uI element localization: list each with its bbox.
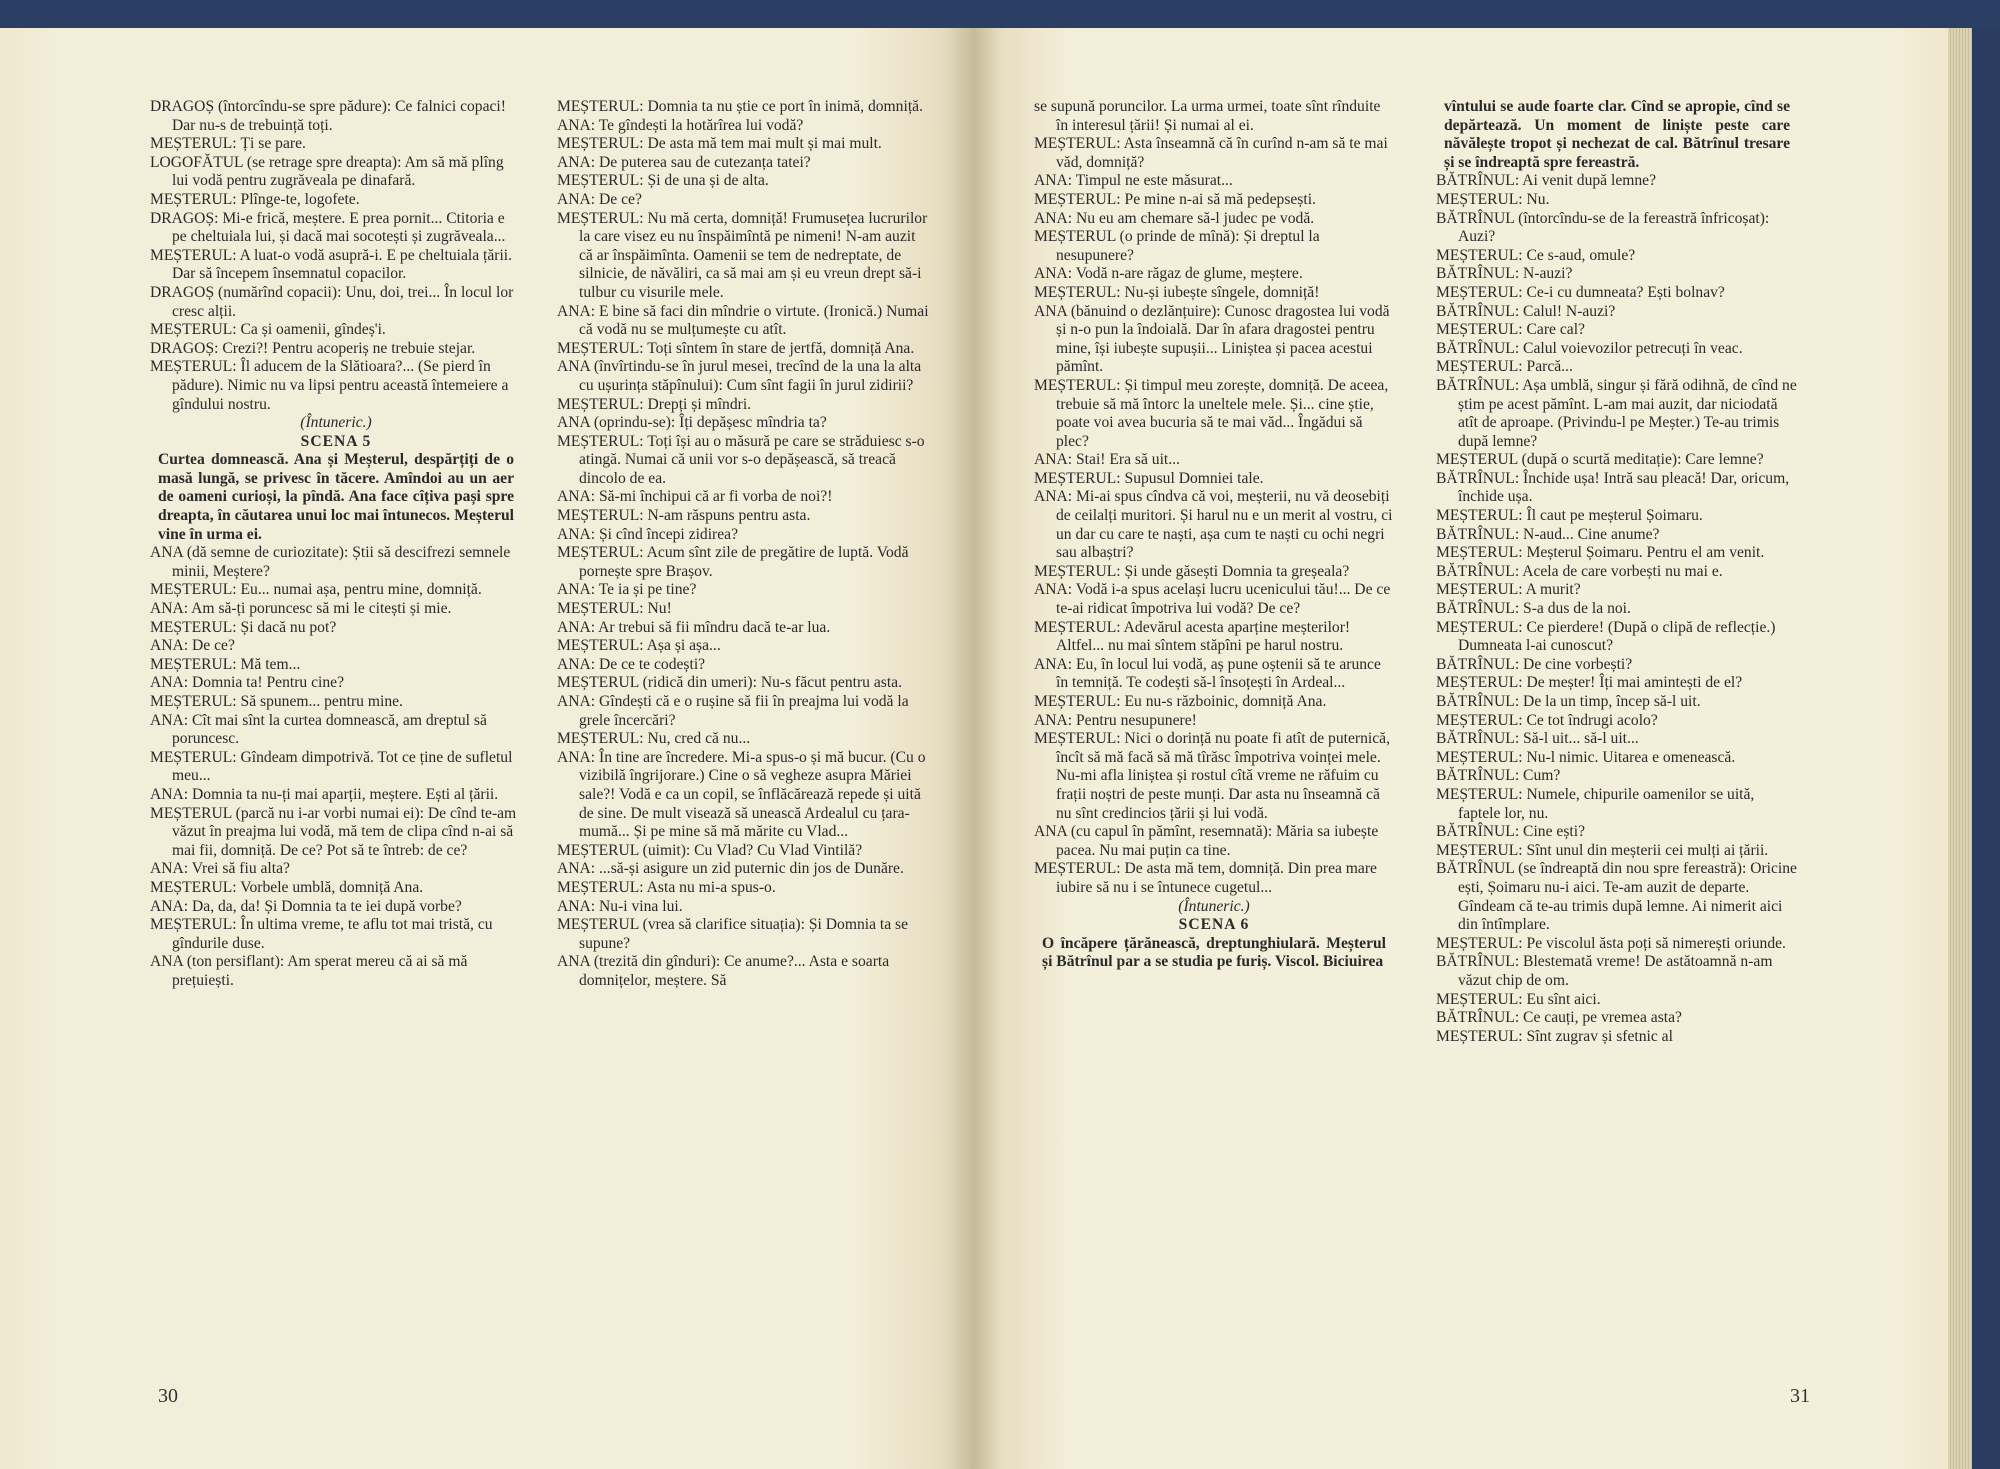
dialogue-line: MEȘTERUL: Pe mine n-ai să mă pedepsești. bbox=[1034, 190, 1316, 208]
dialogue-line: ANA: E bine să faci din mîndrie o virtute. (Ironică.) Numai că vodă nu se mulțumește cu atît. bbox=[557, 302, 929, 339]
left-column-1 bbox=[150, 98, 522, 991]
dialogue-line: MEȘTERUL: Nu-și iubește sîngele, domniță! bbox=[1034, 283, 1320, 301]
dialogue-line: MEȘTERUL: Toți își au o măsură pe care se străduiesc s-o atingă. Numai că unii vor s-o depășească, să treacă dincolo de ea. bbox=[557, 432, 925, 487]
scene-heading: SCENA 6 bbox=[1178, 916, 1250, 934]
dialogue-line: ANA: De ce? bbox=[557, 190, 642, 208]
dialogue-line: MEȘTERUL: Pe viscolul ăsta poți să nimerești oriunde. bbox=[1436, 934, 1786, 952]
dialogue-line: MEȘTERUL: De meșter! Îți mai amintești de el? bbox=[1436, 674, 1743, 692]
dialogue-line: MEȘTERUL (o prinde de mînă): Și dreptul la nesupunere? bbox=[1034, 228, 1320, 264]
dialogue-line: MEȘTERUL: Îl caut pe meșterul Șoimaru. bbox=[1436, 507, 1703, 525]
dialogue-line: BĂTRÎNUL: Cum? bbox=[1436, 767, 1561, 785]
dialogue-line: MEȘTERUL: Sînt zugrav și sfetnic al bbox=[1436, 1027, 1673, 1045]
dialogue-line: MEȘTERUL: În ultima vreme, te aflu tot mai tristă, cu gîndurile duse. bbox=[150, 916, 493, 952]
dialogue-line: MEȘTERUL: Gîndeam dimpotrivă. Tot ce ține de sufletul meu... bbox=[150, 748, 513, 785]
dialogue-line: MEȘTERUL: Eu nu-s războinic, domniță Ana. bbox=[1034, 693, 1327, 710]
dialogue-line: MEȘTERUL: Domnia ta nu știe ce port în inimă, domniță. bbox=[557, 98, 923, 115]
dialogue-line: MEȘTERUL: Îl aducem de la Slătioara?... (Se pierd în pădure). Nimic nu va lipsi pentru această întemeiere a gîndului nostru. bbox=[150, 358, 509, 413]
dialogue-line: BĂTRÎNUL: De la un timp, încep să-l uit. bbox=[1436, 693, 1701, 710]
dialogue-line: ANA: Eu, în locul lui vodă, aș pune oștenii să te arunce în temniță. Te codești să-l însoțești în Ardeal... bbox=[1034, 655, 1381, 692]
dialogue-line: ANA (ton persiflant): Am sperat mereu că ai să mă prețuiești. bbox=[150, 953, 468, 989]
dialogue-line: BĂTRÎNUL: Ce cauți, pe vremea asta? bbox=[1436, 1009, 1682, 1027]
dialogue-line: ANA: Ar trebui să fii mîndru dacă te-ar lua. bbox=[557, 618, 831, 636]
dialogue-line: MEȘTERUL (după o scurtă meditație): Care lemne? bbox=[1436, 451, 1764, 469]
dialogue-line: ANA (învîrtindu-se în jurul mesei, trecînd de la una la alta cu ușurința stăpînului): Cum sînt fagii în jurul zidirii? bbox=[557, 358, 922, 394]
dialogue-line: MEȘTERUL: Meșterul Șoimaru. Pentru el am venit. bbox=[1436, 544, 1765, 562]
dialogue-line: ANA: Stai! Era să uit... bbox=[1034, 451, 1180, 469]
dialogue-line: MEȘTERUL: Ce tot îndrugi acolo? bbox=[1436, 711, 1658, 729]
dialogue-line: MEȘTERUL: Nu. bbox=[1436, 190, 1550, 208]
right-column-2 bbox=[1436, 98, 1798, 1046]
left-column-2 bbox=[557, 98, 929, 991]
right-column-1 bbox=[1034, 98, 1394, 972]
dialogue-line: ANA (cu capul în pămînt, resemnată): Măria sa iubește pacea. Nu mai puțin ca tine. bbox=[1034, 823, 1379, 859]
dialogue-line: MEȘTERUL: Ce pierdere! (După o clipă de reflecție.) Dumneata l-ai cunoscut? bbox=[1436, 618, 1776, 655]
dialogue-line: BĂTRÎNUL: N-aud... Cine anume? bbox=[1436, 525, 1660, 543]
dialogue-line: ANA: Și cînd începi zidirea? bbox=[557, 525, 739, 543]
dialogue-line: BĂTRÎNUL: Blestemată vreme! De astătoamnă n-am văzut chip de om. bbox=[1436, 953, 1773, 989]
dialogue-line: ANA (dă semne de curiozitate): Știi să descifrezi semnele minii, Meștere? bbox=[150, 544, 511, 580]
stage-cue: (Întuneric.) bbox=[300, 414, 372, 432]
dialogue-line: ANA: Pentru nesupunere! bbox=[1034, 711, 1197, 729]
dialogue-line: MEȘTERUL: Plînge-te, logofete. bbox=[150, 190, 360, 208]
dialogue-line: DRAGOȘ (numărînd copacii): Unu, doi, trei... În locul lor cresc alții. bbox=[150, 283, 514, 320]
dialogue-line: BĂTRÎNUL: Ai venit după lemne? bbox=[1436, 172, 1657, 190]
dialogue-line: MEȘTERUL: Eu... numai așa, pentru mine, domniță. bbox=[150, 581, 482, 599]
stage-direction: Curtea domnească. Ana și Meșterul, despărțiți de o masă lungă, se privesc în tăcere. Amîndoi au un aer de oameni curioși, la pîndă. Ana face cîțiva pași spre dreapta, în căutarea unui loc mai întunecos. Meșterul vine în urma ei. bbox=[158, 451, 514, 543]
dialogue-line: MEȘTERUL (ridică din umeri): Nu-s făcut pentru asta. bbox=[557, 674, 902, 692]
dialogue-line: ANA: Da, da, da! Și Domnia ta te iei după vorbe? bbox=[150, 897, 462, 915]
dialogue-line: BĂTRÎNUL: Să-l uit... să-l uit... bbox=[1436, 730, 1639, 748]
dialogue-line: ANA: Timpul ne este măsurat... bbox=[1034, 172, 1233, 190]
dialogue-line: MEȘTERUL: Ce s-aud, omule? bbox=[1436, 246, 1636, 264]
dialogue-line: MEȘTERUL: Să spunem... pentru mine. bbox=[150, 693, 403, 710]
dialogue-line: ANA: Nu eu am chemare să-l judec pe vodă. bbox=[1034, 209, 1315, 227]
dialogue-line: MEȘTERUL: Drepți și mîndri. bbox=[557, 395, 752, 413]
dialogue-line: ANA: Vodă n-are răgaz de glume, meștere. bbox=[1034, 265, 1303, 283]
dialogue-line: MEȘTERUL: Nu! bbox=[557, 600, 672, 618]
dialogue-line: ANA (oprindu-se): Îți depășesc mîndria ta? bbox=[557, 414, 827, 432]
dialogue-line: LOGOFĂTUL (se retrage spre dreapta): Am să mă plîng lui vodă pentru zugrăveala pe dinafară. bbox=[150, 153, 504, 190]
dialogue-line: MEȘTERUL (uimit): Cu Vlad? Cu Vlad Vintilă? bbox=[557, 841, 863, 859]
dialogue-line: MEȘTERUL: Asta nu mi-a spus-o. bbox=[557, 878, 776, 896]
dialogue-line: BĂTRÎNUL: S-a dus de la noi. bbox=[1436, 600, 1631, 618]
dialogue-line: MEȘTERUL: Numele, chipurile oamenilor se uită, faptele lor, nu. bbox=[1436, 785, 1755, 822]
dialogue-line: MEȘTERUL: Ce-i cu dumneata? Ești bolnav? bbox=[1436, 283, 1725, 301]
dialogue-line: ANA (trezită din gînduri): Ce anume?... Asta e soarta domnițelor, meștere. Să bbox=[557, 953, 890, 989]
page-number-right: 31 bbox=[1790, 1385, 1810, 1407]
dialogue-line: ANA: Te gîndești la hotărîrea lui vodă? bbox=[557, 116, 804, 134]
dialogue-line: ANA: Am să-ți poruncesc să mi le citești și mie. bbox=[150, 600, 452, 618]
dialogue-line: BĂTRÎNUL (se îndreaptă din nou spre fereastră): Oricine ești, Șoimaru nu-i aici. Te-am auzit de departe. Gîndeam că te-au trimis după lemne. Ai nimerit aici din întîmplare. bbox=[1436, 860, 1797, 934]
page-number-left: 30 bbox=[158, 1385, 178, 1407]
dialogue-line: MEȘTERUL (parcă nu i-ar vorbi numai ei): De cînd te-am văzut în preajma lui vodă, mă tem de clipa cînd n-ai să mai fii, domniță. De ce? Pot să te întreb: de ce? bbox=[150, 804, 517, 859]
dialogue-line: BĂTRÎNUL: Acela de care vorbești nu mai e. bbox=[1436, 562, 1723, 580]
dialogue-line: MEȘTERUL: A luat-o vodă asupră-i. E pe cheltuiala țării. Dar să începem însemnatul copacilor. bbox=[150, 246, 513, 283]
dialogue-line: ANA: De puterea sau de cutezanța tatei? bbox=[557, 153, 811, 171]
left-page bbox=[0, 28, 972, 1469]
dialogue-line: MEȘTERUL: Sînt unul din meșterii cei mulți ai țării. bbox=[1436, 841, 1769, 859]
stage-direction: O încăpere țărănească, dreptunghiulară. Meșterul și Bătrînul par a se studia pe furiș. Viscol. Biciuirea bbox=[1042, 934, 1386, 971]
dialogue-line: MEȘTERUL: N-am răspuns pentru asta. bbox=[557, 507, 811, 525]
book-spread bbox=[0, 28, 2000, 1469]
dialogue-line: ANA: De ce te codești? bbox=[557, 655, 706, 673]
dialogue-line: ANA: Vrei să fiu alta? bbox=[150, 860, 290, 878]
dialogue-line: MEȘTERUL: A murit? bbox=[1436, 581, 1581, 599]
right-page bbox=[972, 28, 1972, 1469]
dialogue-line: ANA: De ce? bbox=[150, 637, 235, 655]
dialogue-line: MEȘTERUL: Și unde găsești Domnia ta greșeala? bbox=[1034, 562, 1350, 580]
dialogue-line: ANA: Să-mi închipui că ar fi vorba de noi?! bbox=[557, 488, 833, 506]
dialogue-line: DRAGOȘ (întorcîndu-se spre pădure): Ce falnici copaci! Dar nu-s de trebuință toți. bbox=[150, 98, 506, 134]
dialogue-line: MEȘTERUL: Asta înseamnă că în curînd n-am să te mai văd, domniță? bbox=[1034, 135, 1388, 171]
dialogue-line: BĂTRÎNUL: N-auzi? bbox=[1436, 265, 1573, 283]
dialogue-line: ANA: Cît mai sînt la curtea domnească, am dreptul să poruncesc. bbox=[150, 711, 487, 748]
dialogue-line: MEȘTERUL: Supusul Domniei tale. bbox=[1034, 469, 1264, 487]
dialogue-line: BĂTRÎNUL: Calul! N-auzi? bbox=[1436, 302, 1616, 320]
dialogue-line: MEȘTERUL: Ți se pare. bbox=[150, 135, 306, 153]
dialogue-line: MEȘTERUL: Și dacă nu pot? bbox=[150, 618, 337, 636]
dialogue-line: MEȘTERUL: Și de una și de alta. bbox=[557, 172, 769, 190]
dialogue-line: BĂTRÎNUL: Cine ești? bbox=[1436, 823, 1585, 841]
dialogue-line: ANA: Te ia și pe tine? bbox=[557, 581, 697, 599]
dialogue-line: ANA: Domnia ta! Pentru cine? bbox=[150, 674, 345, 692]
dialogue-line: ANA: Domnia ta nu-ți mai aparții, meștere. Ești al țării. bbox=[150, 785, 499, 803]
dialogue-line: MEȘTERUL: Ca și oamenii, gîndeș'i. bbox=[150, 321, 386, 339]
dialogue-line: MEȘTERUL: Vorbele umblă, domniță Ana. bbox=[150, 878, 424, 896]
dialogue-line: DRAGOȘ: Mi-e frică, meștere. E prea pornit... Ctitoria e pe cheltuiala lui, și dacă mai socotești și zugrăveala... bbox=[150, 209, 506, 246]
dialogue-line: MEȘTERUL: Mă tem... bbox=[150, 655, 301, 673]
dialogue-line: se supună poruncilor. La urma urmei, toate sînt rînduite în interesul țării! Și numai al ei. bbox=[1034, 98, 1381, 134]
dialogue-line: MEȘTERUL: Nici o dorință nu poate fi atît de puternică, încît să mă facă să mă tîrăsc împotriva voinței mele. Nu-mi afla liniștea și rostul cîtă vreme ne răfuim cu frații noștri de peste munți. Dar asta nu înseamnă că nu sînt credincios țării și lui vodă. bbox=[1034, 730, 1390, 822]
dialogue-line: MEȘTERUL: Nu mă certa, domniță! Frumusețea lucrurilor la care visez eu nu înspăimîntă pe nimeni! N-am auzit că ar înspăimînta. Oamenii se tem de nedreptate, de silnicie, de năvăliri, ca să mai am și eu vreun drept să-i tulbur cu visurile mele. bbox=[557, 209, 928, 301]
dialogue-line: MEȘTERUL: Acum sînt zile de pregătire de luptă. Vodă pornește spre Brașov. bbox=[557, 544, 909, 580]
dialogue-line: DRAGOȘ: Crezi?! Pentru acoperiș ne trebuie stejar. bbox=[150, 339, 476, 357]
dialogue-line: ANA: Nu-i vina lui. bbox=[557, 897, 683, 915]
dialogue-line: ANA: În tine are încredere. Mi-a spus-o și mă bucur. (Cu o vizibilă îngrijorare.) Cine o să vegheze asupra Măriei sale?! Vodă e ca un copil, se înflăcărează repede și uită de sine. De mult visează să unească Ardealul cu țara-mumă... Și pe mine să mă mărite cu Vlad... bbox=[557, 748, 926, 841]
dialogue-line: ANA: Mi-ai spus cîndva că voi, meșterii, nu vă deosebiți de ceilalți muritori. Și harul nu e un merit al vostru, ci un dar cu care te naști, așa cum te naști cu ochi negri sau albaștri? bbox=[1034, 488, 1393, 562]
dialogue-line: ANA (bănuind o dezlănțuire): Cunosc dragostea lui vodă și n-o pun la îndoială. Dar în afara dragostei pentru mine, își iubește supușii... Liniștea și pacea acestui pămînt. bbox=[1034, 302, 1390, 376]
dialogue-line: MEȘTERUL: Care cal? bbox=[1436, 321, 1585, 339]
page-edges bbox=[1948, 28, 1972, 1469]
dialogue-line: MEȘTERUL: Eu sînt aici. bbox=[1436, 990, 1601, 1008]
dialogue-line: MEȘTERUL: Nu, cred că nu... bbox=[557, 730, 751, 748]
dialogue-line: MEȘTERUL: Și timpul meu zorește, domniță. De aceea, trebuie să mă întorc la uneltele mele. Și... cine știe, poate voi avea bucuria să te mai văd... Îngădui să plec? bbox=[1034, 376, 1389, 450]
dialogue-line: BĂTRÎNUL: De cine vorbești? bbox=[1436, 655, 1633, 673]
dialogue-line: MEȘTERUL: De asta mă tem mai mult și mai mult. bbox=[557, 135, 882, 153]
dialogue-line: MEȘTERUL: Nu-l nimic. Uitarea e omenească. bbox=[1436, 748, 1736, 766]
dialogue-line: ANA: Vodă i-a spus același lucru ucenicului tău!... De ce te-ai ridicat împotriva lui vodă? De ce? bbox=[1034, 581, 1391, 618]
dialogue-line: BĂTRÎNUL: Așa umblă, singur și fără odihnă, de cînd ne știm pe acest pămînt. L-am mai auzit, dar niciodată atît de aproape. (Privindu-l pe Meșter.) Te-au trimis după lemne? bbox=[1436, 376, 1797, 450]
dialogue-line: MEȘTERUL: De asta mă tem, domniță. Din prea mare iubire să nu i se întunece cugetul... bbox=[1034, 860, 1377, 896]
scene-heading: SCENA 5 bbox=[300, 432, 372, 450]
dialogue-line: MEȘTERUL (vrea să clarifice situația): Și Domnia ta se supune? bbox=[557, 916, 909, 952]
dialogue-line: BĂTRÎNUL (întorcîndu-se de la fereastră înfricoșat): Auzi? bbox=[1436, 209, 1770, 246]
dialogue-line: ANA: Gîndești că e o rușine să fii în preajma lui vodă la grele încercări? bbox=[557, 693, 909, 729]
dialogue-line: BĂTRÎNUL: Închide ușa! Intră sau pleacă! Dar, oricum, închide ușa. bbox=[1436, 469, 1790, 506]
stage-direction: vîntului se aude foarte clar. Cînd se apropie, cînd se depărtează. Un moment de liniște peste care năvălește tropot și nechezat de cal. Bătrînul tresare și se îndreaptă spre fereastră. bbox=[1444, 98, 1790, 171]
dialogue-line: BĂTRÎNUL: Calul voievozilor petrecuți în veac. bbox=[1436, 339, 1743, 357]
dialogue-line: MEȘTERUL: Toți sîntem în stare de jertfă, domniță Ana. bbox=[557, 339, 915, 357]
dialogue-line: MEȘTERUL: Așa și așa... bbox=[557, 637, 721, 655]
dialogue-line: MEȘTERUL: Parcă... bbox=[1436, 358, 1573, 376]
dialogue-line: MEȘTERUL: Adevărul acesta aparține meșterilor! Altfel... nu mai sîntem stăpîni pe harul nostru. bbox=[1034, 618, 1351, 655]
dialogue-line: ANA: ...să-și asigure un zid puternic din jos de Dunăre. bbox=[557, 860, 904, 878]
stage-cue: (Întuneric.) bbox=[1178, 897, 1250, 915]
